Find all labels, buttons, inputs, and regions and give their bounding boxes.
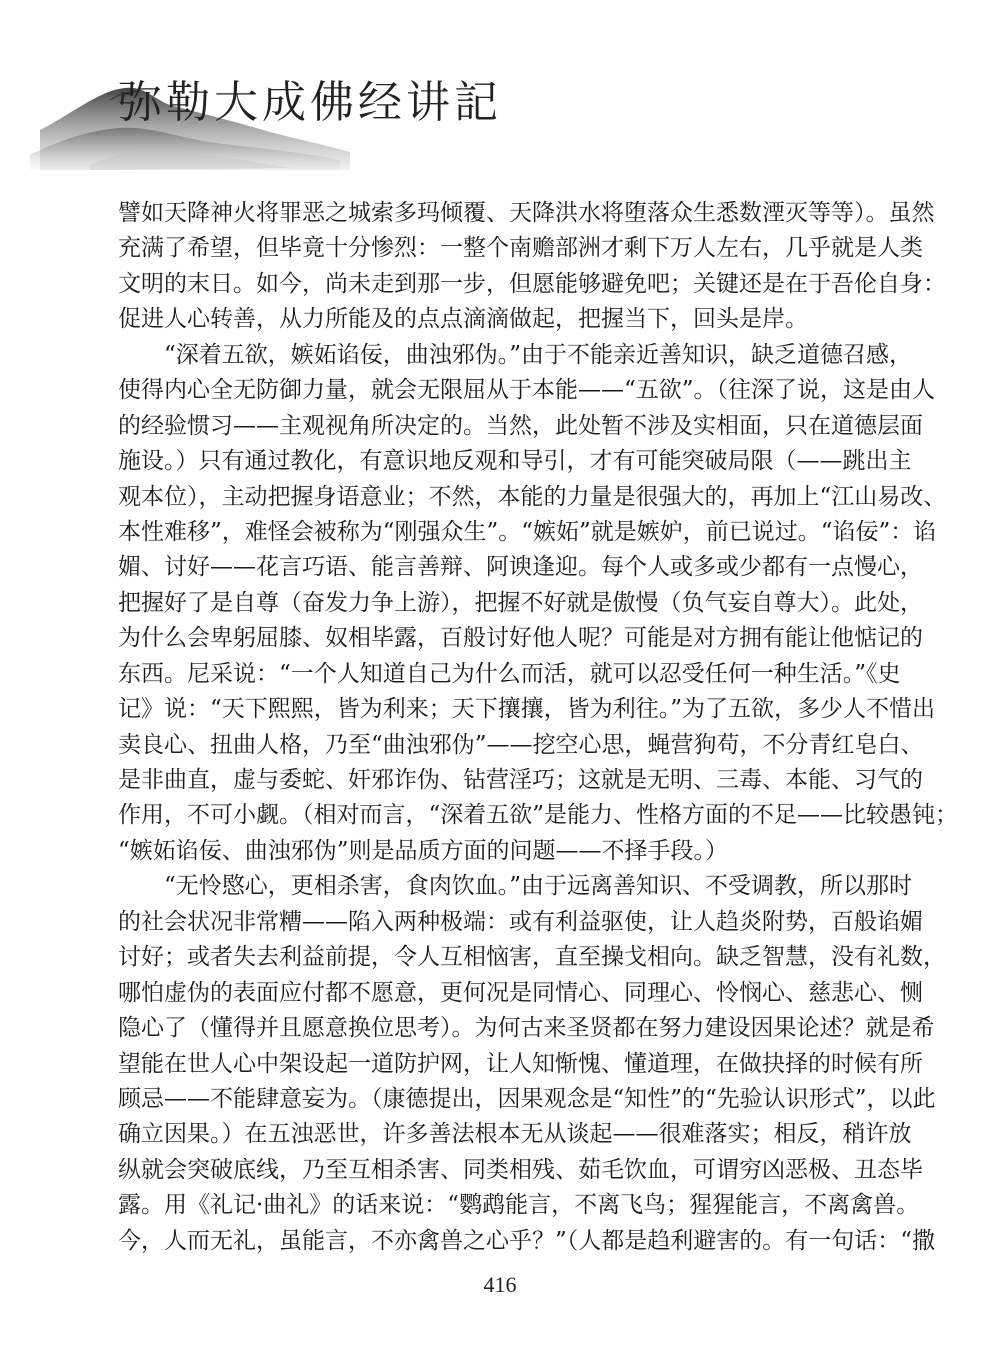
text-line: 文明的末日。如今，尚未走到那一步，但愿能够避免吧；关键还是在于吾伦自身： bbox=[118, 270, 946, 297]
text-line: 是非曲直，虚与委蛇、奸邪诈伪、钻营淫巧；这就是无明、三毒、本能、习气的 bbox=[118, 767, 923, 793]
text-line: “无怜愍心，更相杀害，食肉饮血。”由于远离善知识、不受调教，所以那时 bbox=[118, 873, 913, 900]
text-line: 纵就会突破底线，乃至互相杀害、同类相残、茹毛饮血，可谓穷凶恶极、丑态毕 bbox=[118, 1156, 923, 1183]
text-line: 今，人而无礼，虽能言，不亦禽兽之心乎？”（人都是趋利避害的。有一句话：“撒 bbox=[118, 1227, 936, 1254]
text-line: 卖良心、扭曲人格，乃至“曲浊邪伪”——挖空心思，蝇营狗苟，不分青红皂白、 bbox=[118, 731, 924, 758]
text-line: 作用，不可小觑。（相对而言，“深着五欲”是能力、性格方面的不足——比较愚钝； bbox=[118, 802, 959, 829]
text-line: 促进人心转善，从力所能及的点点滴滴做起，把握当下，回头是岸。 bbox=[118, 306, 808, 333]
text-line: 譬如天降神火将罪恶之城索多玛倾覆、天降洪水将堕落众生悉数湮灭等等）。虽然 bbox=[118, 200, 935, 226]
page-number: 416 bbox=[483, 1272, 517, 1297]
text-line: “深着五欲，嫉妬谄佞，曲浊邪伪。”由于不能亲近善知识，缺乏道德召感， bbox=[118, 341, 913, 368]
text-line: “嫉妬谄佞、曲浊邪伪”则是品质方面的问题——不择手段。） bbox=[118, 837, 729, 864]
text-line: 充满了希望，但毕竟十分惨烈：一整个南赡部洲才剩下万人左右，几乎就是人类 bbox=[118, 235, 923, 262]
text-line: 为什么会卑躬屈膝、奴相毕露，百般讨好他人呢？可能是对方拥有能让他惦记的 bbox=[118, 625, 923, 652]
text-line: 使得内心全无防御力量，就会无限屈从于本能——“五欲”。（往深了说，这是由人 bbox=[118, 377, 936, 404]
body-text bbox=[118, 196, 959, 1259]
text-line: 东西。尼采说：“一个人知道自己为什么而活，就可以忍受任何一种生活。”《史 bbox=[118, 660, 901, 687]
text-line: 隐心了（懂得并且愿意换位思考）。为何古来圣贤都在努力建设因果论述？就是希 bbox=[118, 1015, 935, 1042]
text-line: 望能在世人心中架设起一道防护网，让人知惭愧、懂道理，在做抉择的时候有所 bbox=[118, 1050, 923, 1077]
text-line: 露。用《礼记·曲礼》的话来说：“鹦鹉能言，不离飞鸟；猩猩能言，不离禽兽。 bbox=[118, 1192, 920, 1219]
text-line: 本性难移”，难怪会被称为“刚强众生”。“嫉妬”就是嫉妒，前已说过。“谄佞”：谄 bbox=[118, 518, 937, 545]
text-line: 把握好了是自尊（奋发力争上游），把握不好就是傲慢（负气妄自尊大）。此处， bbox=[118, 589, 923, 616]
page-header bbox=[0, 0, 1000, 190]
book-title: 弥勒大成佛经讲記 bbox=[118, 77, 502, 128]
text-line: 观本位），主动把握身语意业；不然，本能的力量是很强大的，再加上“江山易改、 bbox=[118, 483, 947, 510]
text-line: 确立因果。）在五浊恶世，许多善法根本无从谈起——很难落实；相反，稍许放 bbox=[118, 1121, 912, 1148]
text-line: 记》说：“天下熙熙，皆为利来；天下攘攘，皆为利往。”为了五欲，多少人不惜出 bbox=[118, 696, 936, 723]
text-line: 哪怕虚伪的表面应付都不愿意，更何况是同情心、同理心、怜悯心、慈悲心、恻 bbox=[118, 979, 923, 1006]
text-line: 的经验惯习——主观视角所决定的。当然，此处暂不涉及实相面，只在道德层面 bbox=[118, 412, 923, 439]
text-line: 顾忌——不能肆意妄为。（康德提出，因果观念是“知性”的“先验认识形式”，以此 bbox=[118, 1085, 936, 1112]
text-line: 的社会状况非常糟——陷入两种极端：或有利益驱使，让人趋炎附势，百般谄媚 bbox=[118, 908, 923, 935]
text-line: 讨好；或者失去利益前提，令人互相恼害，直至操戈相向。缺乏智慧，没有礼数， bbox=[118, 944, 946, 971]
text-line: 施设。）只有通过教化，有意识地反观和导引，才有可能突破局限（——跳出主 bbox=[118, 448, 912, 475]
text-line: 媚、讨好——花言巧语、能言善辩、阿谀逢迎。每个人或多或少都有一点慢心， bbox=[118, 554, 923, 581]
